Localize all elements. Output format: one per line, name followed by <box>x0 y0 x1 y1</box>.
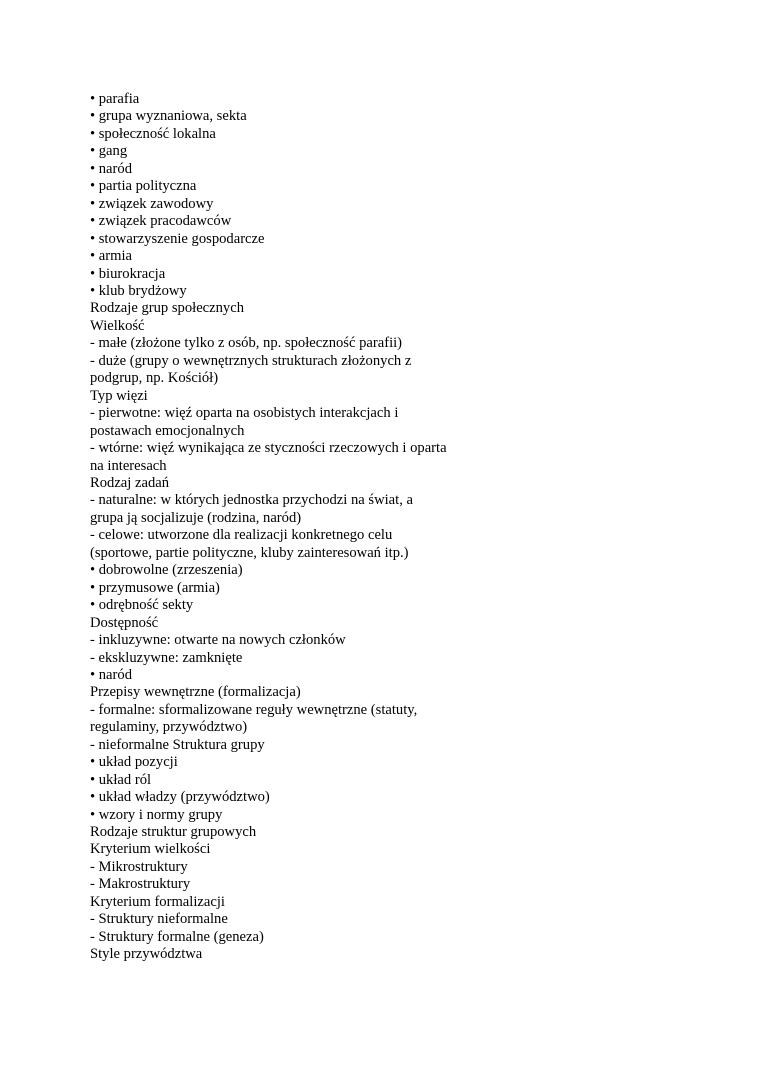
text-line: • biurokracja <box>90 265 166 282</box>
text-line: • stowarzyszenie gospodarcze <box>90 230 265 247</box>
section-heading: Rodzaje grup społecznych <box>90 300 244 317</box>
text-line: (sportowe, partie polityczne, kluby zainteresowań itp.) <box>90 544 409 561</box>
text-line: • dobrowolne (zrzeszenia) <box>90 562 243 579</box>
text-line: • wzory i normy grupy <box>90 806 223 823</box>
subsection-heading: Wielkość <box>90 317 145 334</box>
text-line: • odrębność sekty <box>90 597 194 614</box>
text-line: • partia polityczna <box>90 178 197 195</box>
text-line: postawach emocjonalnych <box>90 422 245 439</box>
text-line: regulaminy, przywództwo) <box>90 719 248 736</box>
text-line: • klub brydżowy <box>90 282 187 299</box>
subsection-heading: Kryterium formalizacji <box>90 893 225 910</box>
subsection-heading: Dostępność <box>90 614 159 631</box>
text-line: - Mikrostruktury <box>90 858 188 875</box>
text-line: • układ ról <box>90 771 152 788</box>
subsection-heading: Przepisy wewnętrzne (formalizacja) <box>90 684 301 701</box>
text-line: • związek zawodowy <box>90 195 214 212</box>
text-line: na interesach <box>90 457 167 474</box>
subsection-heading: Kryterium wielkości <box>90 841 211 858</box>
text-line: • parafia <box>90 91 140 107</box>
text-line: • związek pracodawców <box>90 213 232 230</box>
text-line: - Makrostruktury <box>90 876 191 893</box>
text-line: - naturalne: w których jednostka przychodzi na świat, a <box>90 492 413 509</box>
text-line: - celowe: utworzone dla realizacji konkretnego celu <box>90 527 393 544</box>
text-line: - ekskluzywne: zamknięte <box>90 649 243 666</box>
text-line: • przymusowe (armia) <box>90 579 220 596</box>
text-line: - wtórne: więź wynikająca ze styczności rzeczowych i oparta <box>90 440 447 457</box>
text-line: podgrup, np. Kościół) <box>90 370 219 387</box>
text-line: • społeczność lokalna <box>90 125 216 142</box>
text-line: • grupa wyznaniowa, sekta <box>90 108 247 125</box>
text-line: • układ władzy (przywództwo) <box>90 789 270 806</box>
subsection-heading: Typ więzi <box>90 387 148 404</box>
text-line: grupa ją socjalizuje (rodzina, naród) <box>90 509 302 526</box>
section-heading: Style przywództwa <box>90 946 203 963</box>
text-line: • gang <box>90 143 128 160</box>
text-line: • układ pozycji <box>90 754 178 771</box>
text-line: - Struktury nieformalne <box>90 911 228 928</box>
text-line: • armia <box>90 248 132 265</box>
text-line: - duże (grupy o wewnętrznych strukturach złożonych z <box>90 352 412 369</box>
subsection-heading: Rodzaj zadań <box>90 474 170 491</box>
text-line: - małe (złożone tylko z osób, np. społeczność parafii) <box>90 335 403 352</box>
text-line: - Struktury formalne (geneza) <box>90 928 264 945</box>
text-line: - inkluzywne: otwarte na nowych członków <box>90 632 346 649</box>
text-line: • naród <box>90 160 132 177</box>
text-line: - formalne: sformalizowane reguły wewnętrzne (statuty, <box>90 701 418 718</box>
text-line: - nieformalne Struktura grupy <box>90 736 265 753</box>
text-line: • naród <box>90 666 132 683</box>
document-text <box>90 91 690 964</box>
text-line: - pierwotne: więź oparta na osobistych interakcjach i <box>90 405 399 422</box>
section-heading: Rodzaje struktur grupowych <box>90 824 257 841</box>
